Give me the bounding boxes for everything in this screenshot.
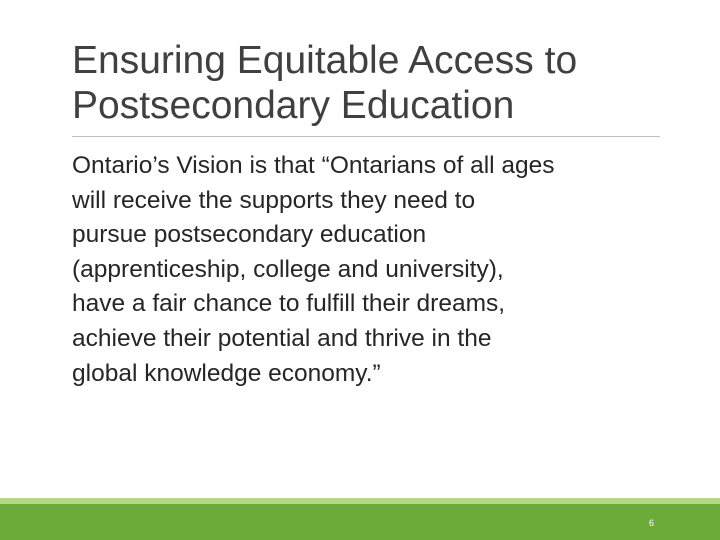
body-line: (apprenticeship, college and university), — [72, 255, 504, 283]
slide-title: Ensuring Equitable Access to Postsecondary Education — [72, 39, 578, 127]
body-line: global knowledge economy.” — [72, 359, 381, 387]
body-line: Ontario’s Vision is that “Ontarians of all ages — [72, 152, 555, 179]
footer-band — [0, 504, 720, 540]
body-line: pursue postsecondary education — [72, 221, 427, 249]
slide-number: 6 — [648, 518, 654, 528]
body-line: will receive the supports they need to — [72, 186, 476, 214]
body-line: achieve their potential and thrive in the — [72, 324, 492, 352]
title-divider — [72, 136, 660, 137]
body-line: have a fair chance to fulfill their dreams, — [72, 290, 506, 318]
slide-body — [72, 149, 672, 391]
